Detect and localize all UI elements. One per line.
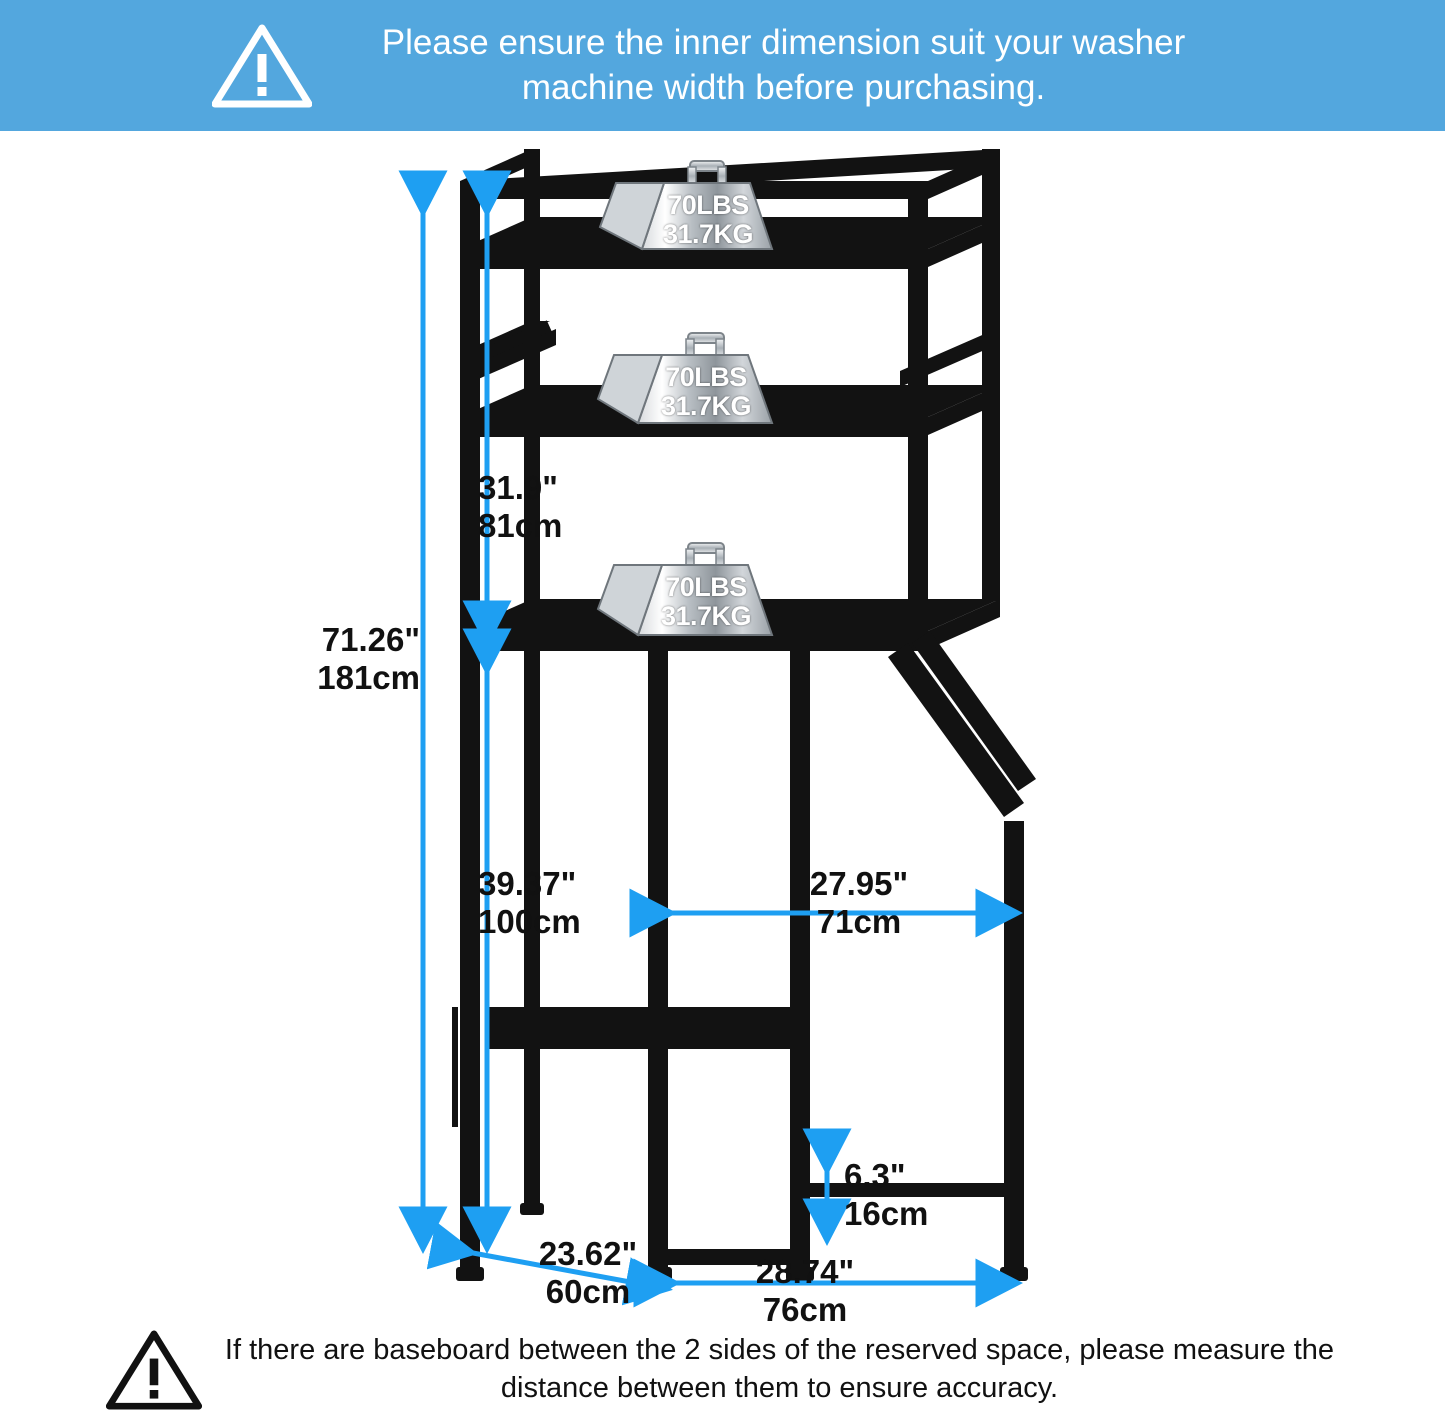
weight-label-3: 70LBS 31.7KG [660, 572, 752, 632]
warning-triangle-icon [106, 1330, 202, 1410]
dimension-upper-shelf-section-height: 31.9" 81cm [478, 469, 563, 545]
footer-note-text: If there are baseboard between the 2 sides of the reserved space, please measure the distance between them to ensure accuracy. [224, 1333, 1335, 1404]
dimension-bottom-bar-height: 6.3" 16cm [844, 1157, 929, 1233]
dimension-total-width: 28.74" 76cm [755, 1253, 855, 1329]
weight-label-1: 70LBS 31.7KG [662, 190, 754, 250]
footer-note [0, 1318, 1445, 1421]
warning-triangle-icon [212, 24, 312, 108]
warning-banner [0, 0, 1445, 131]
dimension-inner-clearance-width: 27.95" 71cm [809, 865, 909, 941]
banner-text: Please ensure the inner dimension suit your washer machine width before purchasing. [381, 23, 1186, 107]
weight-label-2: 70LBS 31.7KG [660, 362, 752, 422]
product-diagram [0, 131, 1445, 1329]
dimension-inner-clearance-height: 39.37" 100cm [478, 865, 581, 941]
dimension-total-height: 71.26" 181cm [317, 621, 420, 697]
shelf-frame [456, 149, 1036, 1281]
dimension-depth: 23.62" 60cm [538, 1235, 638, 1311]
